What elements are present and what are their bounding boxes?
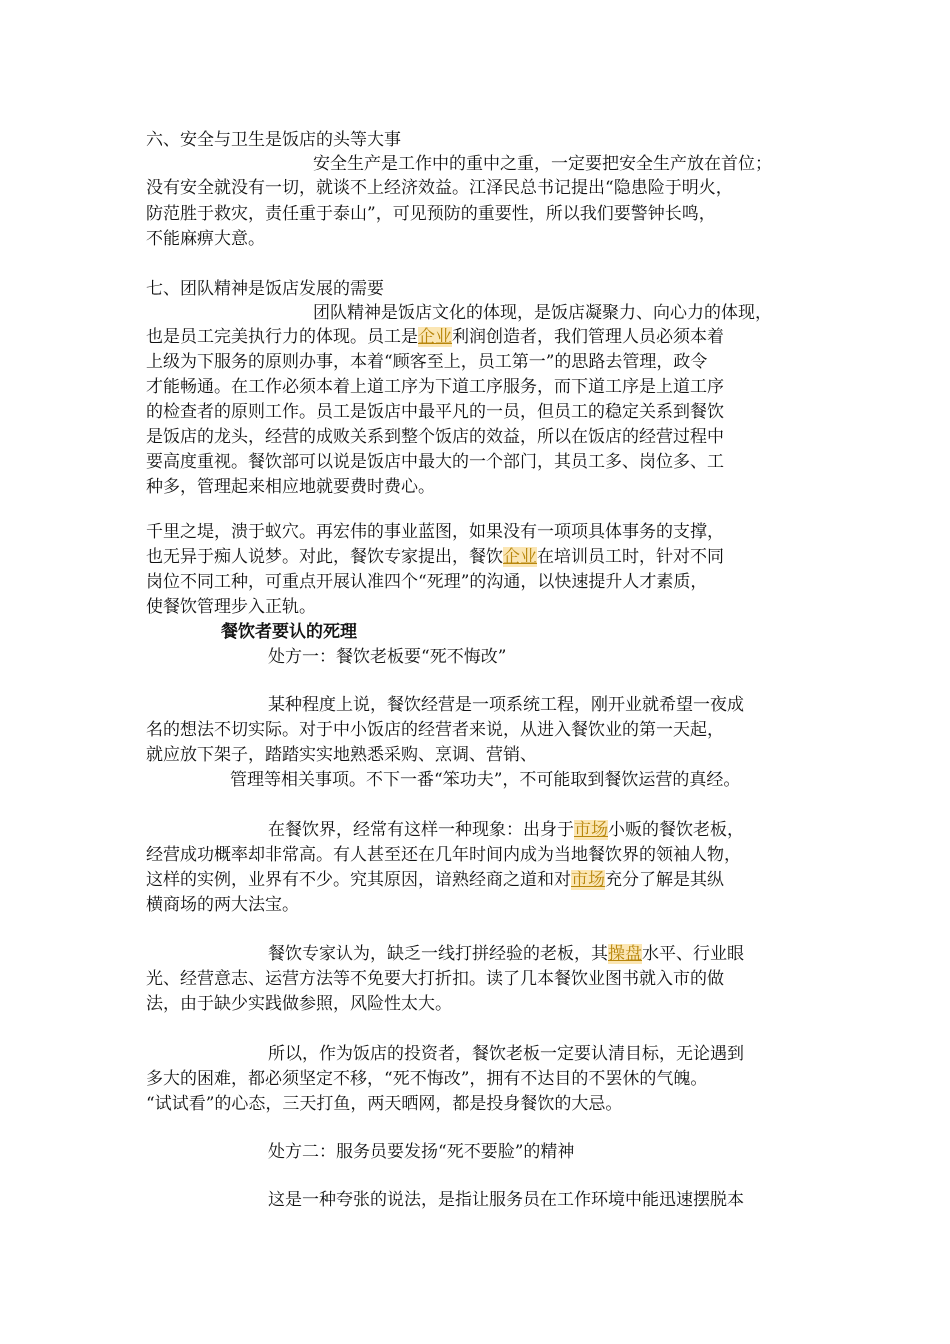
- prescription-title-2: 处方二：服务员要发扬“死不要脸”的精神: [268, 1142, 575, 1162]
- text-run: 小贩的餐饮老板，: [608, 820, 744, 840]
- paragraph-line: 经营成功概率却非常高。有人甚至还在几年时间内成为当地餐饮界的领袖人物，: [146, 845, 741, 865]
- section-heading-teamwork: 七、团队精神是饭店发展的需要: [146, 279, 384, 299]
- section-heading-safety: 六、安全与卫生是饭店的头等大事: [146, 130, 401, 150]
- paragraph-line: 名的想法不切实际。对于中小饭店的经营者来说，从进入餐饮业的第一天起，: [146, 720, 724, 740]
- text-run: 这样的实例，业界有不少。究其原因，谙熟经商之道和对: [146, 870, 571, 890]
- paragraph-line: [146, 545, 724, 569]
- paragraph-line: 安全生产是工作中的重中之重，一定要把安全生产放在首位；: [313, 154, 772, 174]
- text-run: 水平、行业眼: [642, 944, 744, 964]
- paragraph-line: 是饭店的龙头，经营的成败关系到整个饭店的效益，所以在饭店的经营过程中: [146, 427, 724, 447]
- paragraph-line: [146, 325, 724, 349]
- paragraph-line: 这是一种夸张的说法，是指让服务员在工作环境中能迅速摆脱本: [268, 1190, 744, 1210]
- paragraph-line: 千里之堤，溃于蚁穴。再宏伟的事业蓝图，如果没有一项项具体事务的支撑，: [146, 522, 724, 542]
- paragraph-line: 不能麻痹大意。: [146, 229, 265, 249]
- text-run: 餐饮专家认为，缺乏一线打拼经验的老板，其: [268, 944, 608, 964]
- text-run: 也是员工完美执行力的体现。员工是: [146, 327, 418, 347]
- paragraph-line: [268, 942, 744, 966]
- text-run: 也无异于痴人说梦。对此，餐饮专家提出，餐饮: [146, 547, 503, 567]
- keyword-link-qiye[interactable]: 企业: [503, 547, 537, 567]
- paragraph-line: “试试看”的心态，三天打鱼，两天晒网，都是投身餐饮的大忌。: [146, 1094, 623, 1114]
- paragraph-line: 没有安全就没有一切，就谈不上经济效益。江泽民总书记提出“隐患险于明火，: [146, 178, 733, 198]
- paragraph-line: 岗位不同工种，可重点开展认准四个“死理”的沟通，以快速提升人才素质，: [146, 572, 708, 592]
- paragraph-line: 就应放下架子，踏踏实实地熟悉采购、烹调、营销、: [146, 745, 537, 765]
- paragraph-line: [268, 818, 744, 842]
- paragraph-line: 法，由于缺少实践做参照，风险性太大。: [146, 994, 452, 1014]
- paragraph-line: 的检查者的原则工作。员工是饭店中最平凡的一员，但员工的稳定关系到餐饮: [146, 402, 724, 422]
- text-run: 在培训员工时，针对不同: [537, 547, 724, 567]
- paragraph-line: 光、经营意志、运营方法等不免要大打折扣。读了几本餐饮业图书就入市的做: [146, 969, 724, 989]
- paragraph-line: 上级为下服务的原则办事，本着“顾客至上，员工第一”的思路去管理，政令: [146, 352, 708, 372]
- keyword-link-shichang[interactable]: 市场: [574, 820, 608, 840]
- keyword-link-qiye[interactable]: 企业: [418, 327, 452, 347]
- keyword-link-caopan[interactable]: 操盘: [608, 944, 642, 964]
- keyword-link-shichang[interactable]: 市场: [571, 870, 605, 890]
- paragraph-line: 管理等相关事项。不下一番“笨功夫”，不可能取到餐饮运营的真经。: [230, 770, 741, 790]
- paragraph-line: [146, 868, 724, 892]
- text-run: 利润创造者，我们管理人员必须本着: [452, 327, 724, 347]
- paragraph-line: 多大的困难，都必须坚定不移，“死不悔改”，拥有不达目的不罢休的气魄。: [146, 1069, 708, 1089]
- paragraph-line: 才能畅通。在工作必须本着上道工序为下道工序服务，而下道工序是上道工序: [146, 377, 724, 397]
- bold-subtitle: 餐饮者要认的死理: [221, 622, 357, 642]
- paragraph-line: 使餐饮管理步入正轨。: [146, 597, 316, 617]
- paragraph-line: 种多，管理起来相应地就要费时费心。: [146, 477, 435, 497]
- paragraph-line: 要高度重视。餐饮部可以说是饭店中最大的一个部门，其员工多、岗位多、工: [146, 452, 724, 472]
- prescription-title-1: 处方一：餐饮老板要“死不悔改”: [268, 647, 507, 667]
- text-run: 充分了解是其纵: [605, 870, 724, 890]
- paragraph-line: 防范胜于救灾，责任重于泰山”，可见预防的重要性，所以我们要警钟长鸣，: [146, 204, 716, 224]
- text-run: 在餐饮界，经常有这样一种现象：出身于: [268, 820, 574, 840]
- paragraph-line: 所以，作为饭店的投资者，餐饮老板一定要认清目标，无论遇到: [268, 1044, 744, 1064]
- paragraph-line: 团队精神是饭店文化的体现，是饭店凝聚力、向心力的体现，: [313, 303, 772, 323]
- paragraph-line: 横商场的两大法宝。: [146, 895, 299, 915]
- paragraph-line: 某种程度上说，餐饮经营是一项系统工程，刚开业就希望一夜成: [268, 695, 744, 715]
